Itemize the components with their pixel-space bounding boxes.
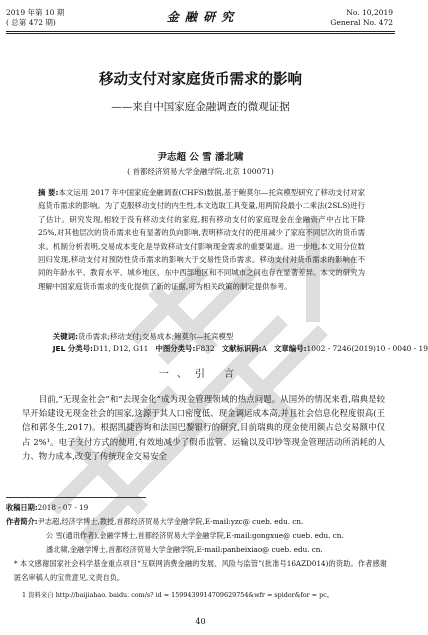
author-affiliation: ( 首都经济贸易大学金融学院,北京 100071): [127, 167, 274, 176]
received-label: 收稿日期:: [6, 503, 38, 512]
article-subtitle: ——来自中国家庭金融调查的微观证据: [111, 101, 290, 113]
jel-codes: D11, D12, G11: [93, 344, 149, 353]
funding-note: * 本文感谢国家社会科学基金重点项目“互联网消费金融的发展、风险与监管”(批准号16AZD014)的资助。作者感谢匿名审稿人的宝贵意见,文责自负。: [14, 559, 387, 582]
header-rule-thin: [6, 33, 395, 34]
keywords-line: [38, 331, 365, 343]
jel-label: JEL 分类号:: [52, 344, 94, 353]
bio-label: 作者简介:: [6, 517, 38, 526]
article-title: 移动支付对家庭货币需求的影响: [99, 72, 302, 88]
body-paragraph: 目前,“无现金社会”和“去现金化”成为现金管理领域的热点问题。从国外的情况来看,瑞典是较早开始建设无现金社会的国家,这源于其人口密度低、现金调运成本高,并且社会信息化程度很高(王信和郭冬生,2017)。根据凯捷咨询和法国巴黎银行的研究,目前瑞典的现金使用额占总交易额中仅占 2%¹。电子支付方式的使用,有效地减少了假币监管、运输以及印钞等现金管理活动所消耗的人力、物力成本,改变了传统现金交易安全: [22, 394, 385, 461]
doc-label: 文献标识码:: [221, 344, 262, 353]
author-bio-2: 公 雪(通讯作者),金融学博士,首都经济贸易大学金融学院,E-mail:gongxue@ cueb. edu. cn.: [46, 531, 344, 540]
cn-label: 中图分类号:: [155, 344, 196, 353]
article-id-label: 文章编号:: [274, 344, 307, 353]
abstract-label: 摘 要:: [38, 188, 59, 197]
abstract-text: 本文运用 2017 年中国家庭金融调查(CHFS)数据,基于鲍莫尔—托宾模型研究了移动支付对家庭货币需求的影响。为了克服移动支付的内生性,本文选取工具变量,用两阶段最小二乘法(2SLS)进行了估计。研究发现,相较于没有移动支付的家庭,拥有移动支付的家庭现金在金融资产中占比下降 25%,对其他层次的货币需求也有显著的负向影响,表明移动支付的使用减少了家庭不同层次的货币需求。机制分析表明,交易成本变化是导致移动支付影响现金需求的重要渠道。进一步地,本文用分位数回归发现,移动支付对预防性货币需求的影响大于交易性货币需求。移动支付对货币需求的影响在不同的年龄水平、教育水平、城乡地区、东中西部地区和不同城市之间也存在显著差异。本文的研究为理解中国家庭货币需求的变化提供了新的证据,可为相关政策的制定提供参考。: [38, 188, 365, 291]
received-date: [6, 501, 387, 515]
page-number: 40: [195, 617, 206, 626]
section-heading: 一、引 言: [158, 369, 243, 380]
author-bio-3: 潘北啸,金融学博士,首都经济贸易大学金融学院,E-mail:panbeixiao@ cueb. edu. cn.: [46, 545, 323, 554]
keywords-text: 货币需求;移动支付;交易成本;鲍莫尔—托宾模型: [77, 332, 234, 341]
general-number: General No. 472: [330, 18, 393, 27]
bio-1-text: 尹志超,经济学博士,教授,首都经济贸易大学金融学院,E-mail:yzc@ cueb. edu. cn.: [37, 517, 304, 526]
doc-code: A: [261, 344, 267, 353]
issue-number: 2019 年第 10 期: [6, 8, 65, 17]
keywords-block: [38, 331, 428, 355]
header-rule: [6, 31, 395, 32]
keywords-label: 关键词:: [52, 332, 78, 341]
author-bio-1: [6, 515, 387, 529]
classification-line: [38, 343, 428, 355]
article-authors: 尹志超 公 雪 潘北啸: [157, 152, 244, 163]
footnote-1: 1 资料来自 http://baijiahao. baidu. com/s? id = 1599439914709629754&wfr = spider&for = pc。: [22, 591, 334, 599]
journal-name: 金 融 研 究: [166, 10, 235, 24]
received-value: 2018 - 07 - 19: [37, 503, 89, 512]
footnote-rule: [6, 497, 146, 498]
issue-number-en: No. 10,2019: [346, 8, 393, 17]
article-id: 1002 - 7246(2019)10 - 0040 - 19: [306, 344, 428, 353]
abstract: [38, 186, 365, 293]
cn-code: F832: [195, 344, 215, 353]
total-issue: ( 总第 472 期): [6, 18, 56, 27]
